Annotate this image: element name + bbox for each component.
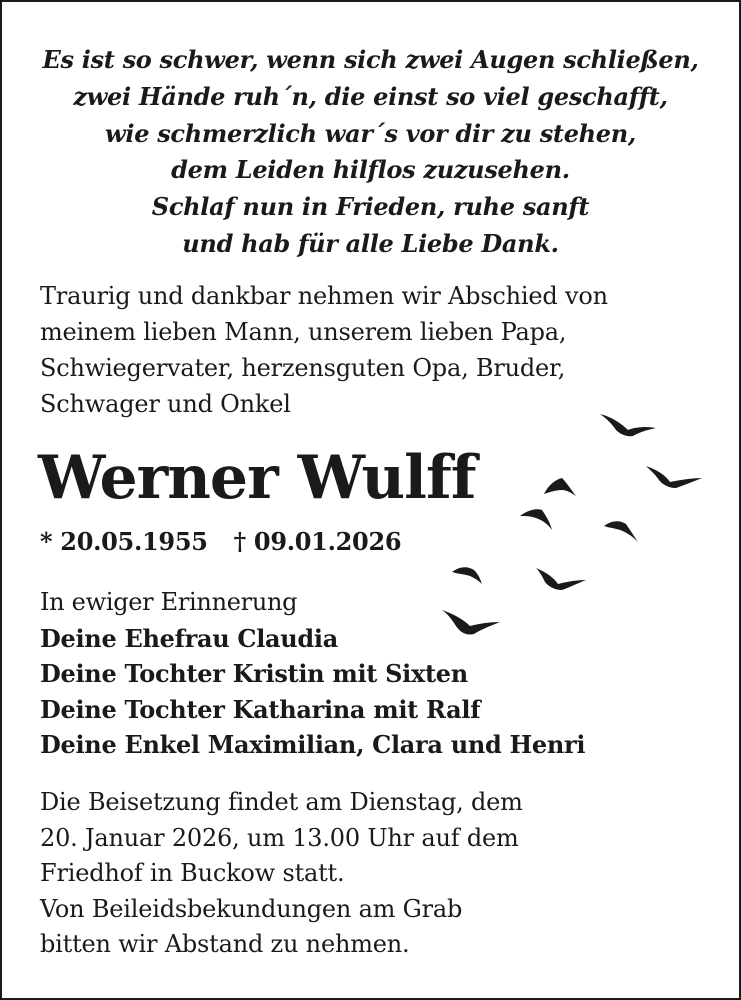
life-dates	[40, 522, 401, 562]
mourner-name: Deine Enkel Maximilian, Clara und Henri	[40, 730, 586, 759]
mourner-name: Deine Ehefrau Claudia	[40, 623, 338, 653]
funeral-line: bitten wir Abstand zu nehmen.	[40, 930, 410, 959]
bird-icon	[646, 466, 702, 488]
farewell-line: meinem lieben Mann, unserem lieben Papa,	[40, 318, 567, 346]
bird-icon	[600, 414, 656, 436]
memorial-poem	[0, 42, 741, 263]
funeral-line: Friedhof in Buckow statt.	[40, 859, 345, 888]
poem-line: Schlaf nun in Frieden, ruhe sanft	[151, 192, 590, 222]
bird-icon	[452, 567, 482, 584]
funeral-line: 20. Januar 2026, um 13.00 Uhr auf dem	[40, 823, 519, 852]
poem-line: zwei Hände ruh´n, die einst so viel geschafft,	[73, 81, 668, 111]
poem-line: Es ist so schwer, wenn sich zwei Augen schließen,	[42, 45, 699, 74]
poem-line: wie schmerzlich war´s vor dir zu stehen,	[105, 118, 636, 148]
bird-icon	[520, 509, 552, 530]
bird-icon	[604, 521, 638, 542]
death-date: † 09.01.2026	[233, 527, 402, 556]
poem-line: und hab für alle Liebe Dank.	[182, 228, 559, 258]
deceased-name: Werner Wulff	[38, 443, 476, 513]
bird-icon	[544, 478, 576, 496]
funeral-line: Von Beileidsbekundungen am Grab	[40, 894, 463, 923]
funeral-line: Die Beisetzung findet am Dienstag, dem	[40, 788, 523, 816]
mourners-list	[40, 585, 585, 763]
poem-line: dem Leiden hilflos zuzusehen.	[171, 155, 570, 185]
mourner-name: Deine Tochter Katharina mit Ralf	[40, 694, 481, 724]
farewell-line: Schwager und Onkel	[40, 390, 291, 418]
farewell-line: Schwiegervater, herzensguten Opa, Bruder,	[40, 354, 566, 382]
farewell-line: Traurig und dankbar nehmen wir Abschied von	[40, 282, 608, 310]
mourners-heading: In ewiger Erinnerung	[40, 588, 298, 616]
funeral-notice	[40, 785, 523, 963]
birth-date: * 20.05.1955	[40, 527, 208, 556]
mourner-name: Deine Tochter Kristin mit Sixten	[40, 659, 468, 688]
